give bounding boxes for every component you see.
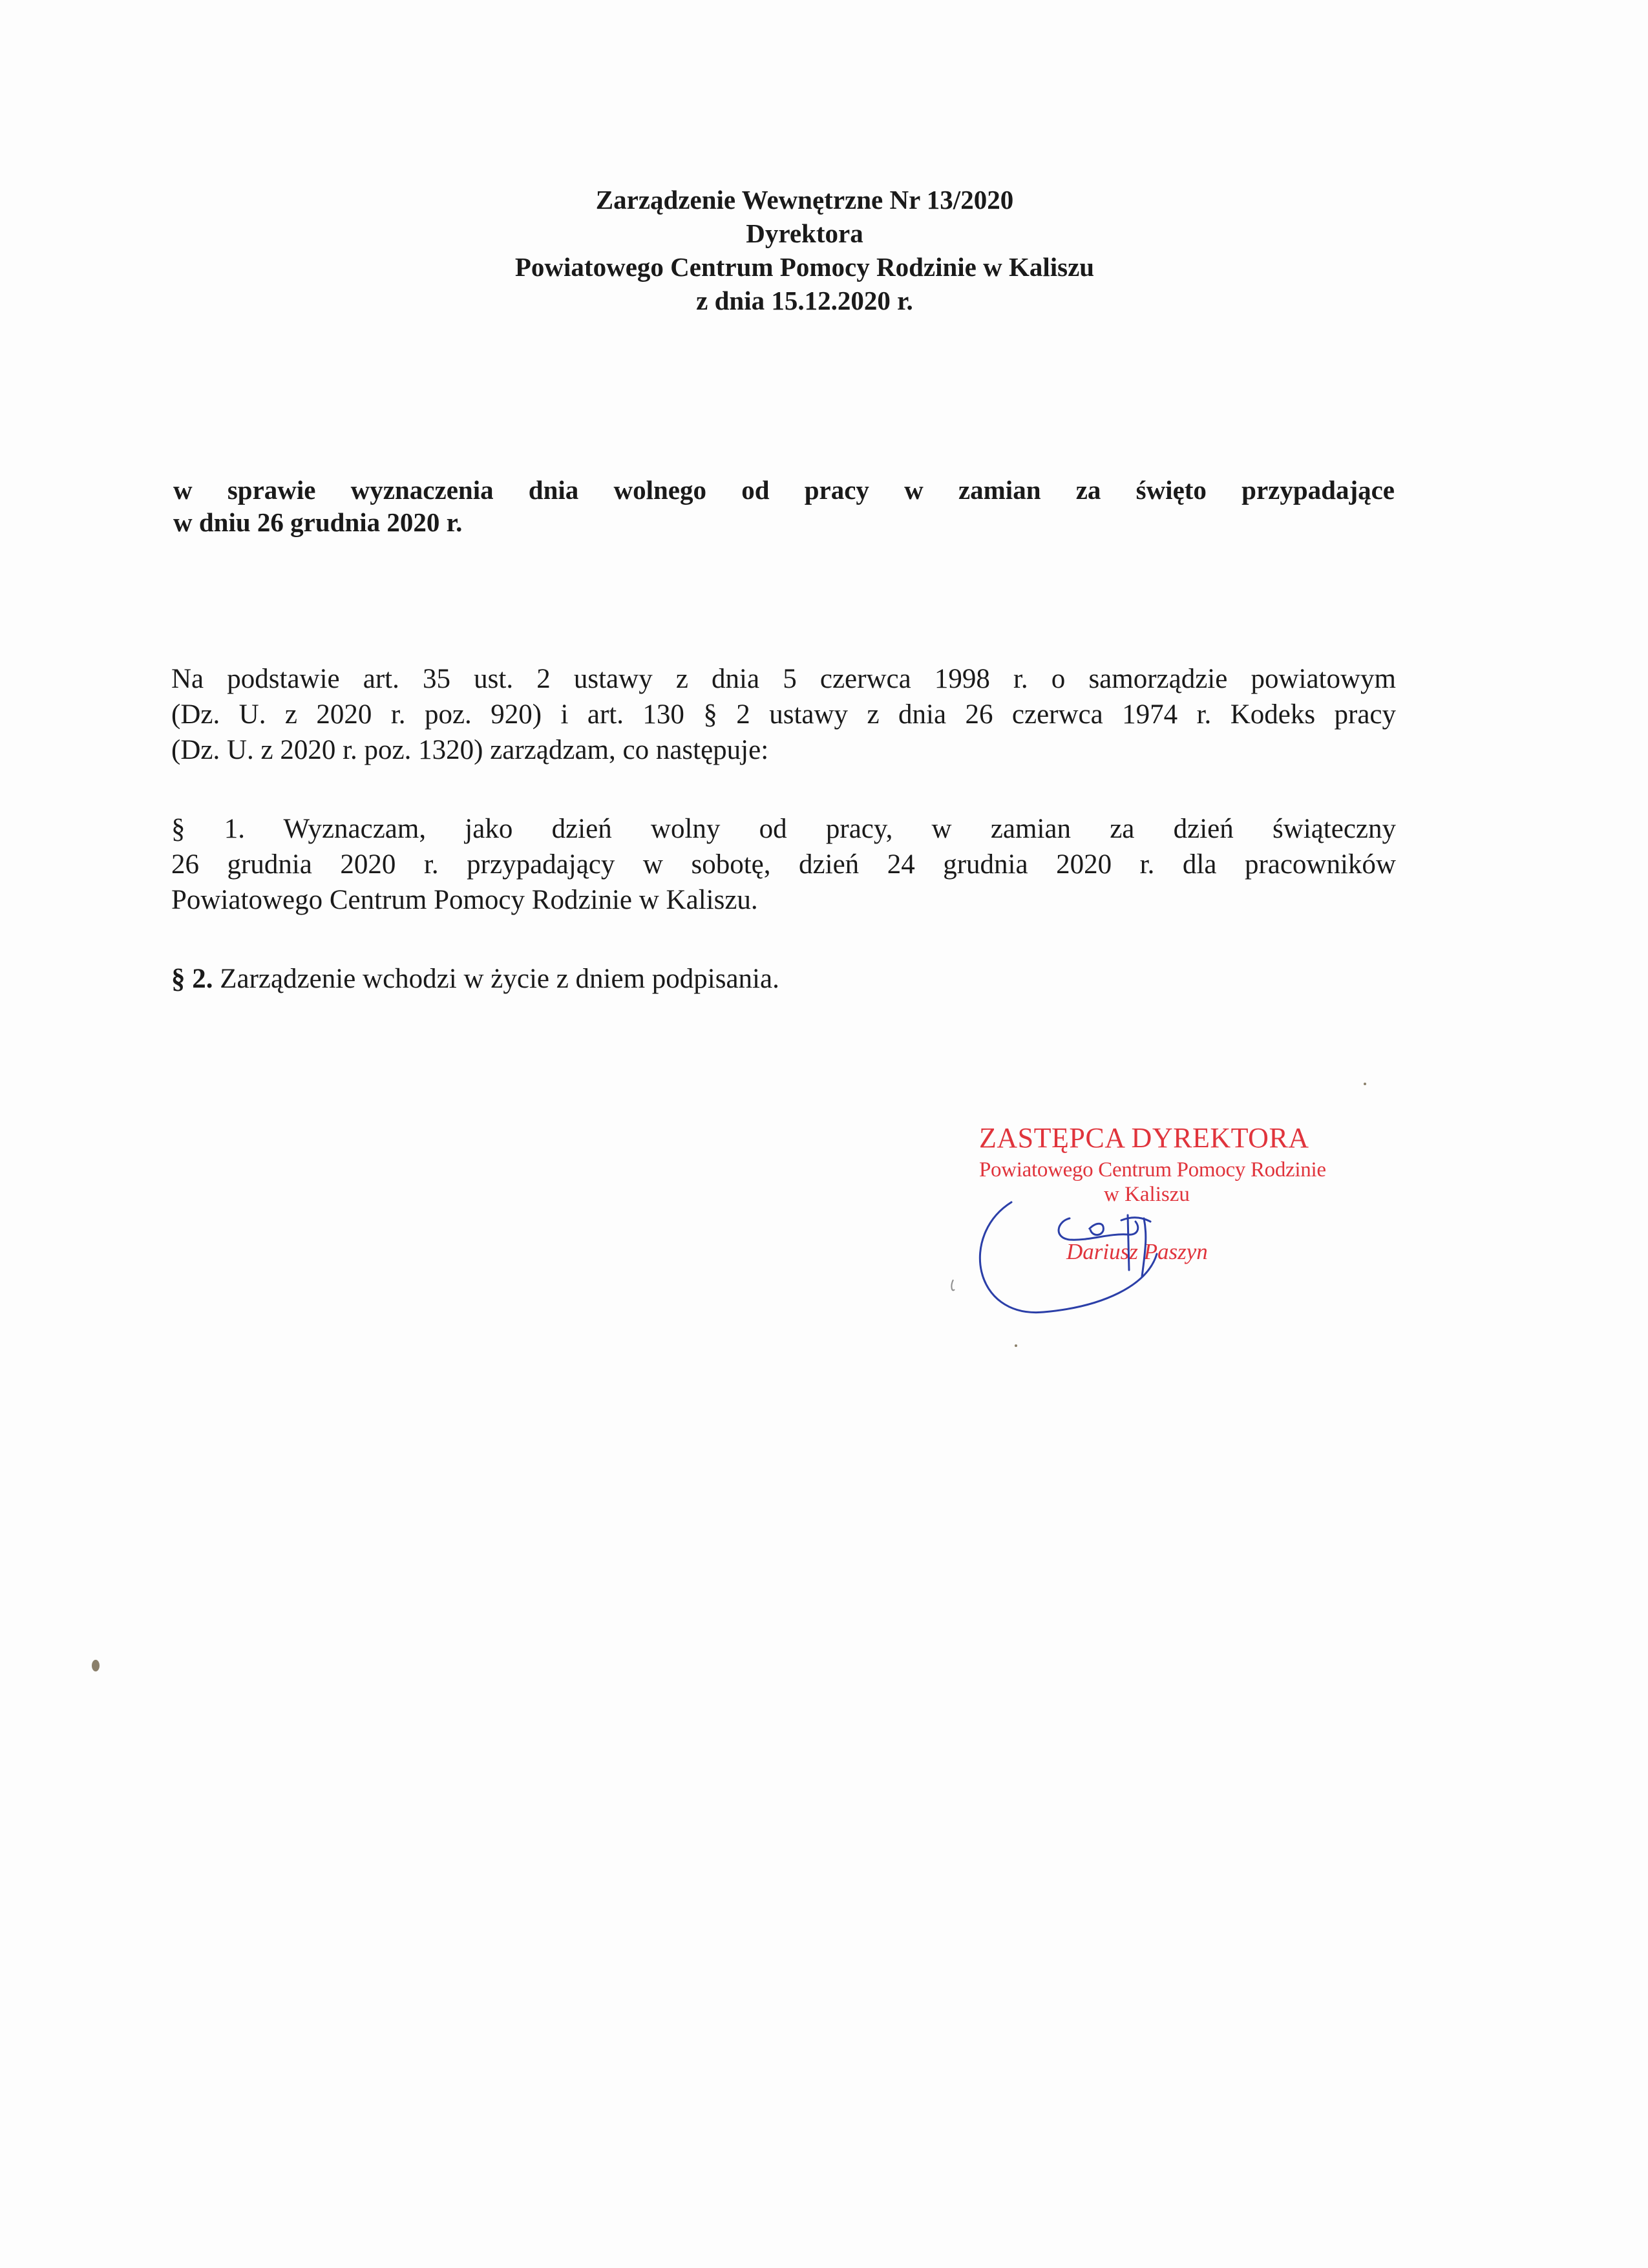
paragraph-1-line-2: 26 grudnia 2020 r. przypadający w sobotę, dzień 24 grudnia 2020 r. dla pracowników (171, 849, 1396, 880)
paragraph-1-label: § 1. (171, 814, 245, 844)
handwritten-signature (934, 1157, 1270, 1325)
paragraph-1-line-1 (171, 811, 1396, 847)
header-organization: Powiatowego Centrum Pomocy Rodzinie w Kaliszu (514, 252, 1095, 282)
stamp-city: w Kaliszu (1104, 1183, 1190, 1206)
stamp-title: ZASTĘPCA DYREKTORA (979, 1122, 1309, 1154)
subject-line-1: w sprawie wyznaczenia dnia wolnego od pracy w zamian za święto przypadające (173, 475, 1395, 505)
stamp-organization: Powiatowego Centrum Pomocy Rodzinie (979, 1158, 1326, 1182)
subject-line-2: w dniu 26 grudnia 2020 r. (173, 507, 463, 537)
header-date: z dnia 15.12.2020 r. (696, 286, 913, 315)
header-issuer: Dyrektora (746, 218, 863, 248)
paper-speck (1364, 1083, 1366, 1085)
legal-basis-paragraph (171, 661, 1396, 768)
paragraph-2-text: Zarządzenie wchodzi w życie z dniem podpisania. (220, 964, 779, 994)
legal-basis-line-1: Na podstawie art. 35 ust. 2 ustawy z dnia 5 czerwca 1998 r. o samorządzie powiatowym (171, 664, 1396, 694)
legal-basis-line-3: (Dz. U. z 2020 r. poz. 1320) zarządzam, co następuje: (171, 735, 769, 765)
paragraph-2 (171, 961, 1396, 997)
paragraph-1-line-3: Powiatowego Centrum Pomocy Rodzinie w Kaliszu. (171, 885, 758, 915)
paragraph-1 (171, 811, 1396, 918)
document-subject (173, 474, 1395, 538)
paragraph-1-text: Wyznaczam, jako dzień wolny od pracy, w zamian za dzień świąteczny (283, 814, 1396, 844)
paragraph-2-line (171, 961, 1396, 997)
paper-speck (1015, 1344, 1017, 1347)
paragraph-2-label: § 2. (171, 964, 213, 994)
document-header (0, 183, 1609, 317)
legal-basis-line-2: (Dz. U. z 2020 r. poz. 920) i art. 130 § 2 ustawy z dnia 26 czerwca 1974 r. Kodeks pracy (171, 699, 1396, 730)
header-title: Zarządzenie Wewnętrzne Nr 13/2020 (595, 185, 1014, 215)
paper-speck (92, 1660, 100, 1671)
stamp-name: Dariusz Paszyn (1066, 1239, 1208, 1264)
